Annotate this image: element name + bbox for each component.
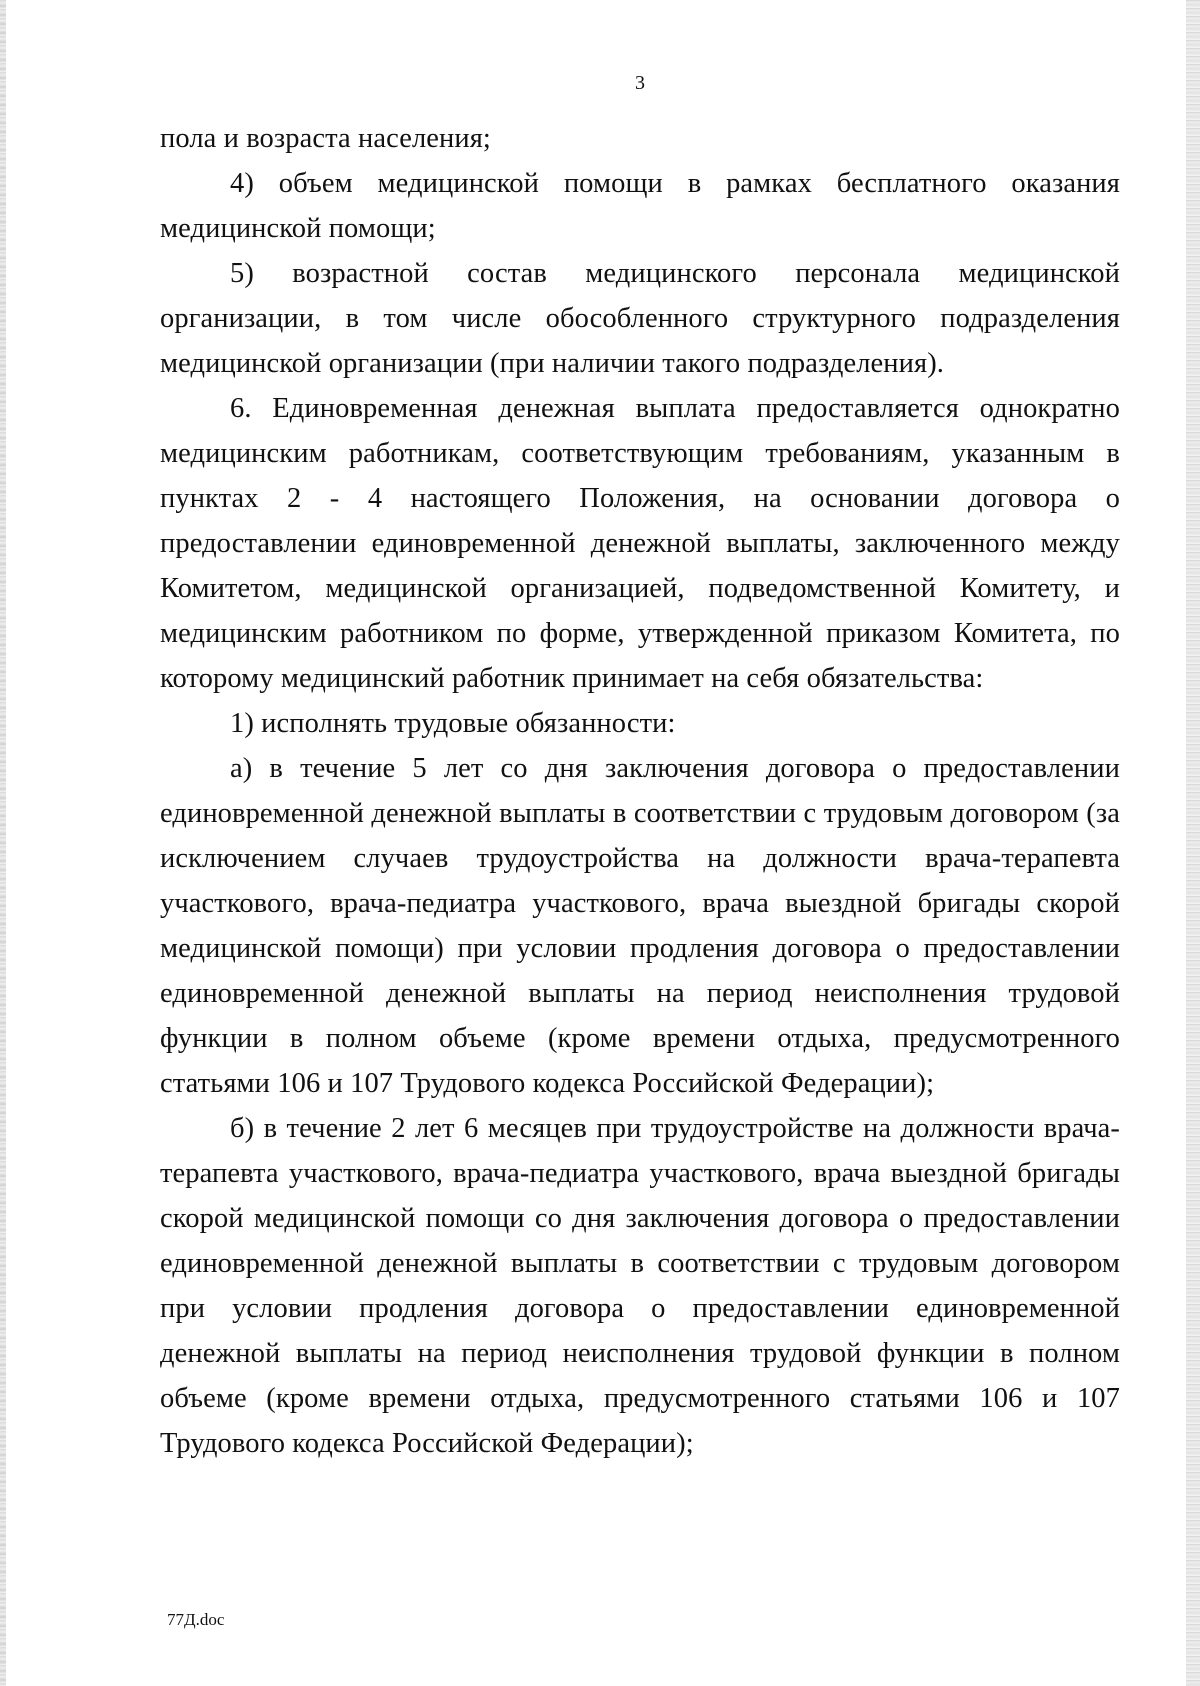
paragraph-continuation: пола и возраста населения; [160,123,491,154]
paragraph-subitem-1: 1) исполнять трудовые обязанности: [230,708,676,739]
scan-edge-right [1186,0,1200,1686]
scan-edge-left [0,0,6,1686]
paragraph-item-5: 5) возрастной состав медицинского персонала медицинской организации, в том числе обособленного структурного подразделения медицинской организации (при наличии такого подразделения). [160,258,1120,379]
paragraph-section-6: 6. Единовременная денежная выплата предоставляется однократно медицинским работникам, соответствующим требованиям, указанным в пунктах 2 - 4 настоящего Положения, на основании договора о предоставлении единовременной денежной выплаты, заключенного между Комитетом, медицинской организацией, подведомственной Комитету, и медицинским работником по форме, утвержденной приказом Комитета, по которому медицинский работник принимает на себя обязательства: [160,393,1120,694]
footer-filename: 77Д.doc [167,1610,225,1629]
paragraph-item-4: 4) объем медицинской помощи в рамках бесплатного оказания медицинской помощи; [160,168,1120,244]
paragraph-subitem-b: б) в течение 2 лет 6 месяцев при трудоустройстве на должности врача-терапевта участкового, врача-педиатра участкового, врача выездной бригады скорой медицинской помощи со дня заключения договора о предоставлении единовременной денежной выплаты в соответствии с трудовым договором при условии продления договора о предоставлении единовременной денежной выплаты на период неисполнения трудовой функции в полном объеме (кроме времени отдыха, предусмотренного статьями 106 и 107 Трудового кодекса Российской Федерации); [160,1113,1120,1459]
page-number: 3 [635,72,645,94]
document-body [160,116,1120,1466]
paragraph-subitem-a: а) в течение 5 лет со дня заключения договора о предоставлении единовременной денежной выплаты в соответствии с трудовым договором (за исключением случаев трудоустройства на должности врача-терапевта участкового, врача-педиатра участкового, врача выездной бригады скорой медицинской помощи) при условии продления договора о предоставлении единовременной денежной выплаты на период неисполнения трудовой функции в полном объеме (кроме времени отдыха, предусмотренного статьями 106 и 107 Трудового кодекса Российской Федерации); [160,753,1120,1099]
